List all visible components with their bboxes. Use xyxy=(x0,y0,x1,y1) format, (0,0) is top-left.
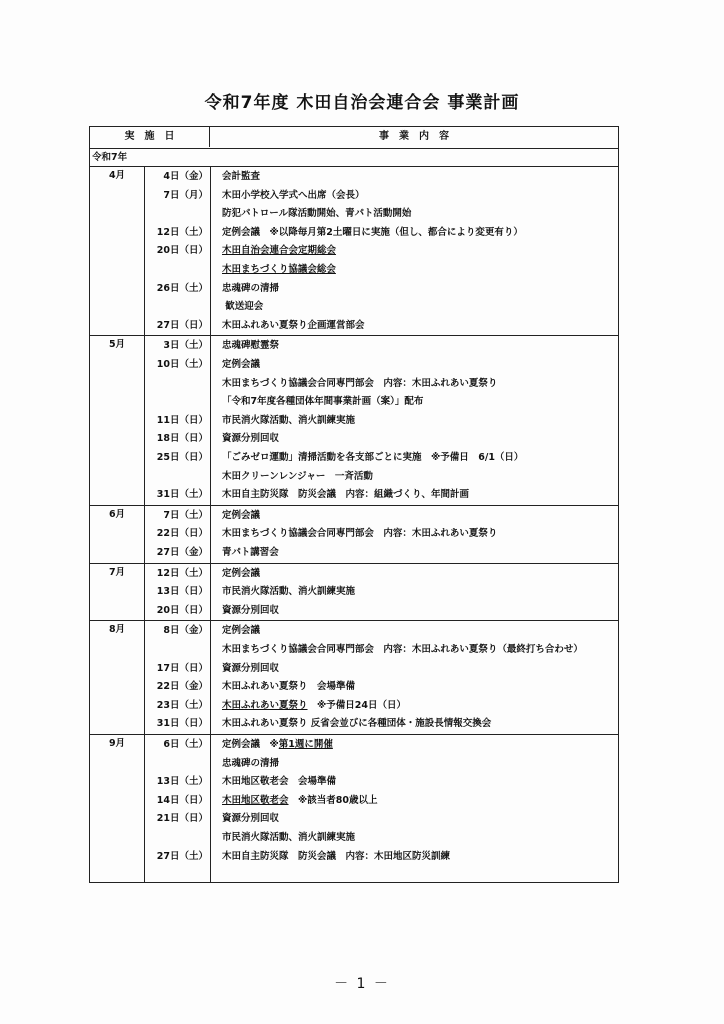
schedule-row xyxy=(90,507,618,525)
event-content xyxy=(222,525,614,543)
event-content xyxy=(222,736,614,754)
event-text: 定例会議 ※以降毎月第2土曜日に実施（但し、都合により変更有り） xyxy=(222,226,523,238)
event-content xyxy=(222,317,614,335)
event-date: 13日（日） xyxy=(156,586,208,598)
event-date xyxy=(144,375,208,393)
event-content xyxy=(222,660,614,678)
schedule-row xyxy=(90,486,618,504)
event-date xyxy=(144,468,208,486)
event-date: 25日（日） xyxy=(156,451,208,463)
event-content xyxy=(222,829,614,847)
event-content xyxy=(222,565,614,583)
event-date: 18日（日） xyxy=(156,433,208,445)
month-section xyxy=(90,621,618,735)
month-section xyxy=(90,506,618,564)
event-content xyxy=(222,449,614,467)
schedule-row xyxy=(90,773,618,791)
event-content xyxy=(222,375,614,393)
event-content xyxy=(222,205,614,223)
schedule-row xyxy=(90,660,618,678)
event-content xyxy=(222,168,614,186)
event-text: 防犯パトロール隊活動開始、青パト活動開始 xyxy=(222,208,412,220)
event-date: 20日（日） xyxy=(156,604,208,616)
event-text: 忠魂碑の清掃 xyxy=(222,282,280,294)
event-content xyxy=(222,792,614,810)
event-content xyxy=(222,393,614,411)
event-content xyxy=(222,242,614,260)
event-text: 資源分別回収 xyxy=(222,604,280,616)
date-column-header: 実 施 日 xyxy=(90,127,210,147)
schedule-row xyxy=(90,792,618,810)
event-text: 木田ふれあい夏祭り 反省会並びに各種団体・施設長情報交換会 xyxy=(222,718,492,730)
event-date: 31日（日） xyxy=(156,718,208,730)
event-content xyxy=(222,261,614,279)
month-label: 9月 xyxy=(108,738,126,749)
schedule-row xyxy=(90,602,618,620)
schedule-row xyxy=(90,261,618,279)
event-text: 「令和7年度各種団体年間事業計画（案）」配布 xyxy=(222,396,424,408)
event-date: 3日（土） xyxy=(163,340,208,352)
underlined-text: 木田地区敬老会 xyxy=(222,794,289,806)
schedule-row xyxy=(90,583,618,601)
schedule-row xyxy=(90,187,618,205)
schedule-row xyxy=(90,848,618,866)
event-text: 木田まちづくり協議会合同専門部会 内容：木田ふれあい夏祭り（最終打ち合わせ） xyxy=(222,643,583,655)
underlined-text: 木田ふれあい夏祭り xyxy=(222,699,308,711)
underlined-text: 木田自治会連合会定期総会 xyxy=(222,245,337,257)
document-title: 令和7年度 木田自治会連合会 事業計画 xyxy=(204,93,520,113)
event-date: 27日（日） xyxy=(156,319,208,331)
schedule-row xyxy=(90,337,618,355)
event-content xyxy=(222,544,614,562)
event-content xyxy=(222,298,614,316)
event-date: 13日（土） xyxy=(156,776,208,788)
event-text: 市民消火隊活動、消火訓練実施 xyxy=(222,586,356,598)
schedule-row xyxy=(90,280,618,298)
event-date: 7日（月） xyxy=(163,189,208,201)
month-label: 7月 xyxy=(108,566,126,578)
schedule-row xyxy=(90,755,618,773)
schedule-row xyxy=(90,525,618,543)
event-text: 資源分別回収 xyxy=(222,433,280,445)
event-text: 木田まちづくり協議会合同専門部会 内容：木田ふれあい夏祭り xyxy=(222,528,498,540)
event-date xyxy=(144,755,208,773)
event-content xyxy=(222,602,614,620)
event-date: 27日（土） xyxy=(156,850,208,862)
schedule-table xyxy=(89,126,619,883)
event-content xyxy=(222,280,614,298)
event-text: 木田クリーンレンジャー 一斉活動 xyxy=(222,470,373,482)
event-content xyxy=(222,848,614,866)
event-date xyxy=(144,641,208,659)
schedule-row xyxy=(90,829,618,847)
event-date: 4日（金） xyxy=(163,171,208,182)
event-text: 定例会議 xyxy=(222,625,261,637)
event-date: 14日（日） xyxy=(156,794,208,806)
event-text: ※該当者80歳以上 xyxy=(288,794,378,806)
event-text: 木田自主防災隊 防災会議 内容：木田地区防災訓練 xyxy=(222,850,451,862)
event-text: 木田まちづくり協議会合同専門部会 内容：木田ふれあい夏祭り xyxy=(222,377,498,389)
event-content xyxy=(222,715,614,733)
schedule-row xyxy=(90,622,618,640)
event-text: 会計監査 xyxy=(222,171,261,182)
event-text: 木田自主防災隊 防災会議 内容：組織づくり、年間計画 xyxy=(222,489,470,501)
event-content xyxy=(222,622,614,640)
event-date: 7日（土） xyxy=(163,509,208,521)
event-content xyxy=(222,187,614,205)
event-date: 26日（土） xyxy=(156,282,208,294)
page-number: － 1 － xyxy=(334,976,390,992)
month-label: 6月 xyxy=(108,508,126,520)
schedule-row xyxy=(90,168,618,186)
schedule-row xyxy=(90,375,618,393)
event-date: 6日（土） xyxy=(163,739,208,750)
month-section xyxy=(90,336,618,505)
month-label: 4月 xyxy=(108,170,126,181)
event-text: 資源分別回収 xyxy=(222,662,280,674)
schedule-row xyxy=(90,697,618,715)
event-content xyxy=(222,755,614,773)
event-content xyxy=(222,356,614,374)
year-row: 令和7年 xyxy=(90,149,618,167)
event-text: 資源分別回収 xyxy=(222,813,280,825)
event-content xyxy=(222,641,614,659)
event-text: 市民消火隊活動、消火訓練実施 xyxy=(222,832,356,843)
schedule-row xyxy=(90,205,618,223)
event-date xyxy=(144,261,208,279)
schedule-row xyxy=(90,715,618,733)
event-date: 12日（土） xyxy=(156,226,208,238)
month-section xyxy=(90,564,618,622)
event-content xyxy=(222,430,614,448)
event-text: 忠魂碑の清掃 xyxy=(222,757,280,769)
event-date: 31日（土） xyxy=(156,489,208,501)
underlined-text: 木田まちづくり協議会総会 xyxy=(222,264,336,275)
event-date: 22日（金） xyxy=(156,681,208,693)
event-content xyxy=(222,583,614,601)
event-date: 12日（土） xyxy=(156,567,208,579)
event-content xyxy=(222,507,614,525)
schedule-row xyxy=(90,242,618,260)
event-text: 定例会議 ※ xyxy=(222,739,279,750)
event-content xyxy=(222,697,614,715)
event-text: 木田ふれあい夏祭り 会場準備 xyxy=(222,681,356,693)
event-text: 青パト講習会 xyxy=(222,546,279,558)
schedule-row xyxy=(90,430,618,448)
event-text: 木田小学校入学式へ出席（会長） xyxy=(222,189,365,201)
schedule-row xyxy=(90,449,618,467)
event-text: ※予備日24日（日） xyxy=(307,699,406,711)
event-content xyxy=(222,486,614,504)
schedule-row xyxy=(90,224,618,242)
event-content xyxy=(222,773,614,791)
event-text: 定例会議 xyxy=(222,358,261,370)
event-text: 定例会議 xyxy=(222,567,261,579)
event-content xyxy=(222,678,614,696)
event-text: 市民消火隊活動、消火訓練実施 xyxy=(222,414,356,426)
event-date xyxy=(144,393,208,411)
event-content xyxy=(222,810,614,828)
content-column-header: 事 業 内 容 xyxy=(379,131,449,142)
schedule-row xyxy=(90,736,618,754)
event-date xyxy=(144,205,208,223)
underlined-text: 第1週に開催 xyxy=(278,739,333,750)
event-date: 8日（金） xyxy=(163,625,208,637)
month-label: 5月 xyxy=(108,339,126,351)
event-text: 「ごみゼロ運動」清掃活動を各支部ごとに実施 ※予備日 6/1（日） xyxy=(222,451,524,463)
schedule-row xyxy=(90,393,618,411)
event-date: 11日（日） xyxy=(156,414,208,426)
schedule-row xyxy=(90,468,618,486)
event-text: 定例会議 xyxy=(222,509,261,521)
event-content xyxy=(222,468,614,486)
schedule-row xyxy=(90,641,618,659)
schedule-row xyxy=(90,298,618,316)
schedule-row xyxy=(90,356,618,374)
table-header xyxy=(90,127,618,149)
event-date: 21日（日） xyxy=(156,813,208,825)
event-text: 歓送迎会 xyxy=(222,301,264,313)
event-text: 木田地区敬老会 会場準備 xyxy=(222,776,337,788)
event-content xyxy=(222,224,614,242)
schedule-row xyxy=(90,810,618,828)
schedule-row xyxy=(90,565,618,583)
schedule-row xyxy=(90,317,618,335)
event-date: 17日（日） xyxy=(156,662,208,674)
event-content xyxy=(222,337,614,355)
event-date: 10日（土） xyxy=(156,358,208,370)
schedule-row xyxy=(90,544,618,562)
event-date xyxy=(144,298,208,316)
event-text: 木田ふれあい夏祭り企画運営部会 xyxy=(222,319,365,331)
month-section xyxy=(90,167,618,336)
event-date: 27日（金） xyxy=(156,546,208,558)
event-date: 23日（土） xyxy=(156,699,208,711)
schedule-row xyxy=(90,412,618,430)
month-label: 8月 xyxy=(108,624,126,636)
month-section xyxy=(90,735,618,867)
event-content xyxy=(222,412,614,430)
event-date xyxy=(144,829,208,847)
event-text: 忠魂碑慰霊祭 xyxy=(222,340,280,352)
event-date: 22日（日） xyxy=(156,528,208,540)
schedule-row xyxy=(90,678,618,696)
event-date: 20日（日） xyxy=(156,245,208,257)
